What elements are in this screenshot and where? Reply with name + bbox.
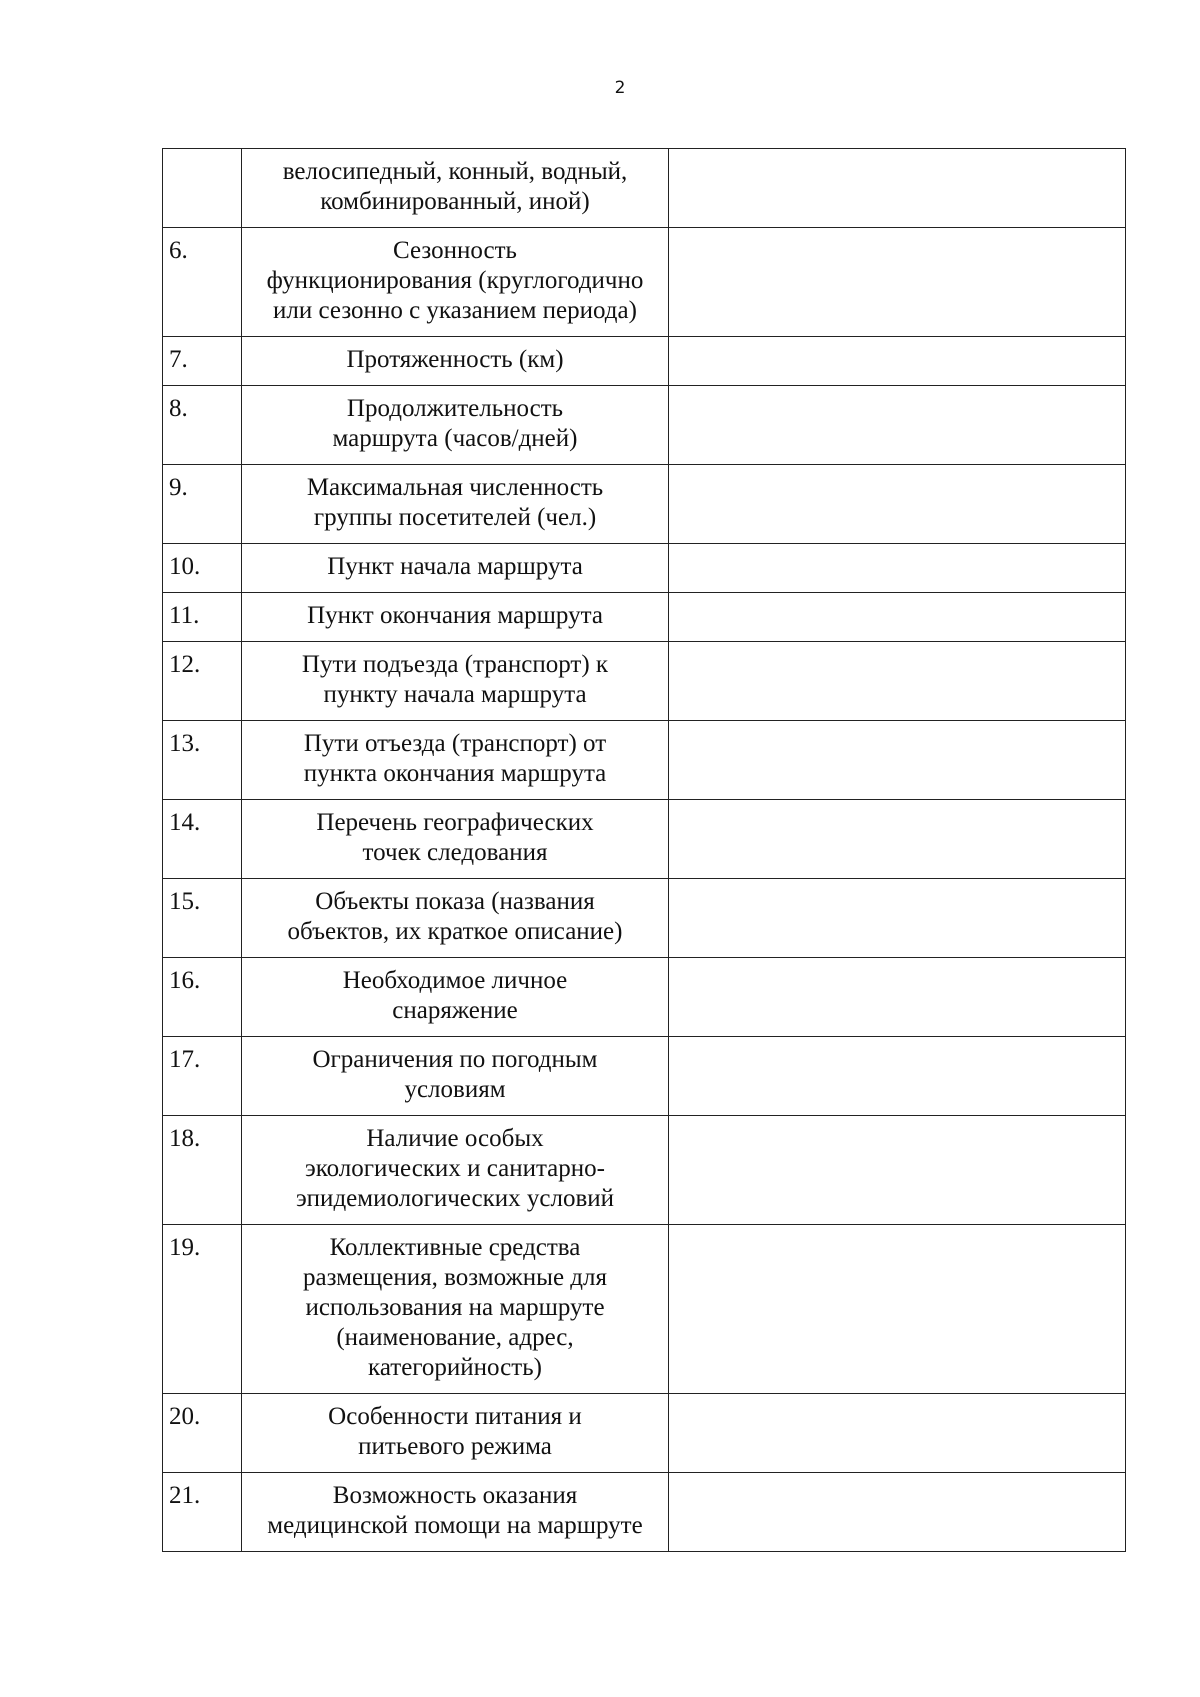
row-number: 17. (163, 1037, 242, 1116)
row-value-cell[interactable] (669, 1473, 1126, 1552)
row-number: 7. (163, 337, 242, 386)
row-value-cell[interactable] (669, 958, 1126, 1037)
table-row (163, 1394, 1126, 1473)
row-label (242, 1037, 669, 1116)
row-label (242, 228, 669, 337)
row-label-line: Перечень географических (316, 809, 594, 836)
row-label-line: категорийность) (368, 1354, 542, 1381)
row-label-line: Наличие особых (366, 1125, 544, 1152)
row-label-line: Объекты показа (названия (315, 888, 595, 915)
table-row (163, 958, 1126, 1037)
row-label-line: Ограничения по погодным (312, 1046, 598, 1073)
row-label-line: комбинированный, иной) (320, 188, 590, 215)
row-label-line: условиям (404, 1076, 506, 1103)
row-label-line: велосипедный, конный, водный, (282, 158, 628, 185)
row-number (163, 149, 242, 228)
row-label-line: функционирования (круглогодично (266, 267, 644, 294)
row-label (242, 1116, 669, 1225)
row-value-cell[interactable] (669, 465, 1126, 544)
table-row (163, 386, 1126, 465)
row-number: 8. (163, 386, 242, 465)
table-row (163, 593, 1126, 642)
row-label-line: Пункт окончания маршрута (307, 602, 603, 629)
row-label-line: Пути отъезда (транспорт) от (303, 730, 607, 757)
table-row (163, 800, 1126, 879)
row-value-cell[interactable] (669, 149, 1126, 228)
row-number: 20. (163, 1394, 242, 1473)
row-label (242, 337, 669, 386)
table-row (163, 337, 1126, 386)
row-number: 14. (163, 800, 242, 879)
row-number: 10. (163, 544, 242, 593)
row-label (242, 879, 669, 958)
row-number: 18. (163, 1116, 242, 1225)
row-label-line: использования на маршруте (305, 1294, 605, 1321)
row-value-cell[interactable] (669, 1037, 1126, 1116)
row-value-cell[interactable] (669, 386, 1126, 465)
row-number: 6. (163, 228, 242, 337)
row-number: 12. (163, 642, 242, 721)
row-label-line: эпидемиологических условий (295, 1185, 615, 1212)
row-label-line: питьевого режима (358, 1433, 552, 1460)
row-label-line: Протяженность (км) (346, 346, 564, 373)
row-label-line: точек следования (362, 839, 548, 866)
row-label (242, 544, 669, 593)
row-label (242, 958, 669, 1037)
row-value-cell[interactable] (669, 800, 1126, 879)
row-label (242, 593, 669, 642)
table-row (163, 721, 1126, 800)
row-value-cell[interactable] (669, 642, 1126, 721)
row-value-cell[interactable] (669, 1394, 1126, 1473)
row-label-line: Особенности питания и (328, 1403, 582, 1430)
table-row (163, 642, 1126, 721)
row-number: 13. (163, 721, 242, 800)
row-label-line: маршрута (часов/дней) (332, 425, 578, 452)
table-row (163, 149, 1126, 228)
row-value-cell[interactable] (669, 337, 1126, 386)
row-value-cell[interactable] (669, 228, 1126, 337)
table-row (163, 1225, 1126, 1394)
row-label-line: снаряжение (392, 997, 518, 1024)
row-label-line: или сезонно с указанием периода) (273, 297, 637, 324)
row-label-line: Продолжительность (346, 395, 564, 422)
table-row (163, 1037, 1126, 1116)
row-value-cell[interactable] (669, 544, 1126, 593)
table-row (163, 544, 1126, 593)
row-value-cell[interactable] (669, 721, 1126, 800)
row-label (242, 721, 669, 800)
row-number: 11. (163, 593, 242, 642)
row-label-line: (наименование, адрес, (336, 1324, 574, 1351)
row-label (242, 386, 669, 465)
table-row (163, 1116, 1126, 1225)
route-passport-table (162, 148, 1126, 1552)
row-label-line: размещения, возможные для (303, 1264, 607, 1291)
row-number: 19. (163, 1225, 242, 1394)
table-row (163, 228, 1126, 337)
row-label (242, 149, 669, 228)
row-label-line: Пункт начала маршрута (327, 553, 583, 580)
row-label-line: Максимальная численность (306, 474, 604, 501)
row-label (242, 800, 669, 879)
table-row (163, 879, 1126, 958)
row-label (242, 465, 669, 544)
row-label (242, 1225, 669, 1394)
row-label-line: Коллективные средства (329, 1234, 581, 1261)
row-number: 21. (163, 1473, 242, 1552)
table-body (163, 149, 1126, 1552)
row-value-cell[interactable] (669, 879, 1126, 958)
row-label-line: Сезонность (393, 237, 517, 264)
row-value-cell[interactable] (669, 1116, 1126, 1225)
row-value-cell[interactable] (669, 1225, 1126, 1394)
row-label-line: Пути подъезда (транспорт) к (301, 651, 609, 678)
row-number: 9. (163, 465, 242, 544)
row-label-line: пункту начала маршрута (323, 681, 587, 708)
row-label-line: группы посетителей (чел.) (313, 504, 597, 531)
row-label-line: Необходимое личное (342, 967, 568, 994)
row-label-line: пункта окончания маршрута (303, 760, 607, 787)
row-label-line: Возможность оказания (332, 1482, 578, 1509)
row-label-line: экологических и санитарно- (305, 1155, 605, 1182)
row-number: 16. (163, 958, 242, 1037)
page-number: 2 (614, 78, 626, 98)
row-label-line: объектов, их краткое описание) (287, 918, 623, 945)
row-value-cell[interactable] (669, 593, 1126, 642)
row-label-line: медицинской помощи на маршруте (267, 1512, 643, 1539)
row-label (242, 642, 669, 721)
row-label (242, 1473, 669, 1552)
table-row (163, 465, 1126, 544)
row-label (242, 1394, 669, 1473)
row-number: 15. (163, 879, 242, 958)
table-row (163, 1473, 1126, 1552)
